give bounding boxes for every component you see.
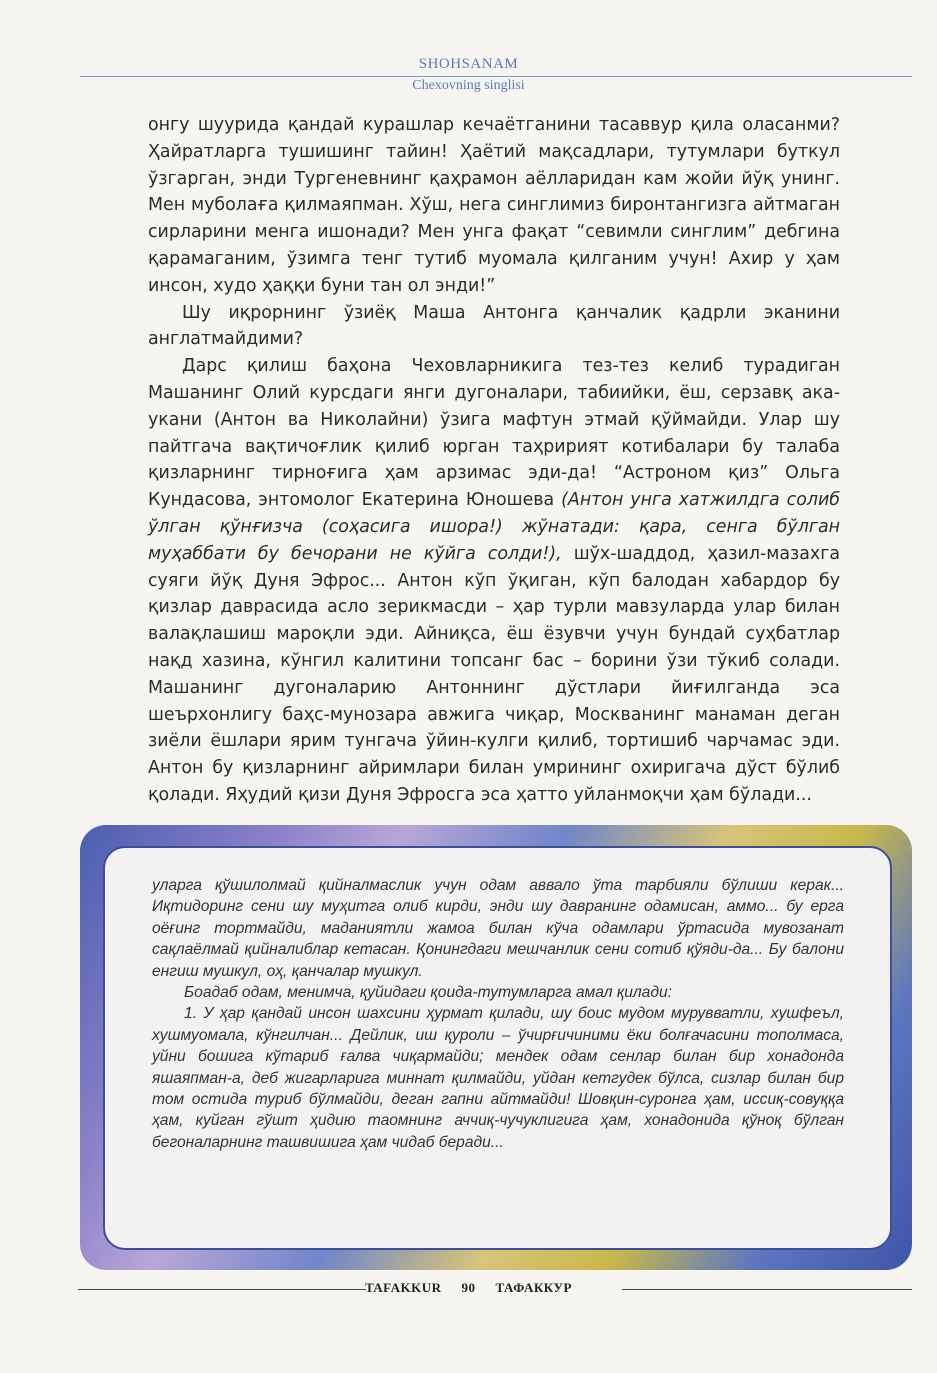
- page-footer: [0, 1280, 937, 1300]
- article-body: [148, 112, 840, 809]
- quote-text: [152, 875, 844, 1153]
- footer-label: [0, 1280, 937, 1296]
- paragraph: [148, 353, 840, 809]
- paragraph: Шу иқрорнинг ўзиёқ Маша Антонга қанчалик қадрли эканини англатмайдими?: [148, 302, 840, 350]
- italic-aside: (Антон унга хатжилдга солиб ўлган қўнғизча (соҳасига ишора!) жўнатади: қара, сенга бўлган муҳаббати бу бечорани не кўйга солди!),: [148, 490, 840, 564]
- header-divider: [80, 76, 912, 77]
- footer-journal-cyrillic: ТАФАККУР: [495, 1280, 572, 1295]
- quote-paragraph: уларга қўшилолмай қийналмаслик учун одам аввало ўта тарбияли бўлиши керак... Иқтидоринг сени шу муҳитга олиб кирди, энди шу давранинг одамисан, аммо... бу ерга оёғинг тортмайди, маданиятли жамоа билан кўча одамлари ўртасида мувозанат сақлаёлмай қийналиблар кетасан. Қонингдаги мешчанлик сени сотиб қўяди-да... Бу балони енгиш мушкул, оҳ, қанчалар мушкул.: [152, 877, 844, 980]
- paragraph: онгу шуурида қандай курашлар кечаётганини тасаввур қила оласанми? Ҳайратларга тушишинг тайин! Ҳаётий мақсадлари, тутумлари буткул ўзгарган, энди Тургеневнинг қаҳрамон аёлларидан кам жойи йўқ унинг. Мен муболаға қилмаяпман. Хўш, нега синглимиз биронтангизга айтмаган сирларини менга ишонади? Мен унга фақат “севимли синглим” дебгина қарамаганим, ўзимга тенг тутиб муомала қилганим учун! Ахир у ҳам инсон, худо ҳаққи буни тан ол энди!”: [148, 115, 840, 296]
- quote-paragraph: 1. У ҳар қандай инсон шахсини ҳурмат қилади, шу боис мудом мурувватли, хушфеъл, хушмуомала, кўнгилчан... Дейлик, иш қуроли – ўчирғичиними ёки болғачасини тополмаса, уйни бошига кўтариб ғалва чиқармайди; мендек одам сенлар билан бир хонадонда яшаяпман-а, деб жигарларига миннат қилмайди, уйдан кетгудек бўлса, сизлар билан бир том остида туриб бўлмайди, деган гапни айтмайди! Шовқин-суронга ҳам, иссиқ-совуққа ҳам, куйган гўшт ҳидию таомнинг аччиқ-чучуклигига ҳам, хонадонида қўноқ бўлган бегоналарнинг ташвишига ҳам чидаб беради...: [152, 1005, 844, 1151]
- footer-journal-latin: TAFAKKUR: [365, 1280, 442, 1295]
- page-number: 90: [461, 1280, 476, 1295]
- journal-title: SHOHSANAM: [418, 56, 519, 72]
- paragraph-text: шўх-шаддод, ҳазил-мазахга суяги йўқ Дуня Эфрос... Антон кўп ўқиган, кўп балодан хабардор бу қизлар даврасида асло зерикмасди – ҳар турли мавзуларда улар билан валақлашиш мароқли эди. Айниқса, ёш ёзувчи учун бундай суҳбатлар нақд хазина, кўнгил калитини топсанг бас – борини ўзи тўкиб солади. Машанинг дугоналарию Антоннинг дўстлари йиғилганда эса шеърхонлигу баҳс-мунозара авжига чиқар, Москванинг манаман деган зиёли ёшлари ярим тунгача ўйин-кулги қилиб, тортишиб чарчамас эди. Антон бу қизларнинг айримлари билан умрининг охиригача дўст бўлиб қолади. Яҳудий қизи Дуня Эфросга эса ҳатто уйланмоқчи ҳам бўлади...: [148, 543, 840, 805]
- paragraph-text: Дарс қилиш баҳона Чеховларникига тез-тез келиб турадиган Машанинг Олий курсдаги янги дугоналари, табиийки, ёш, серзавқ ака-укани (Антон ва Николайни) ўзига мафтун этмай қўймайди. Улар шу пайтгача вақтичоғлик қилиб юрган таҳририят котибалари бу талаба қизларнинг тирноғига ҳам арзимас эди-да! “Астроном қиз” Ольга Кундасова, энтомолог Екатерина Юношева: [148, 356, 840, 511]
- quote-paragraph: Боадаб одам, менимча, қуйидаги қоида-тутумларга амал қилади:: [184, 984, 672, 1002]
- article-title: Chexovning singlisi: [412, 78, 525, 93]
